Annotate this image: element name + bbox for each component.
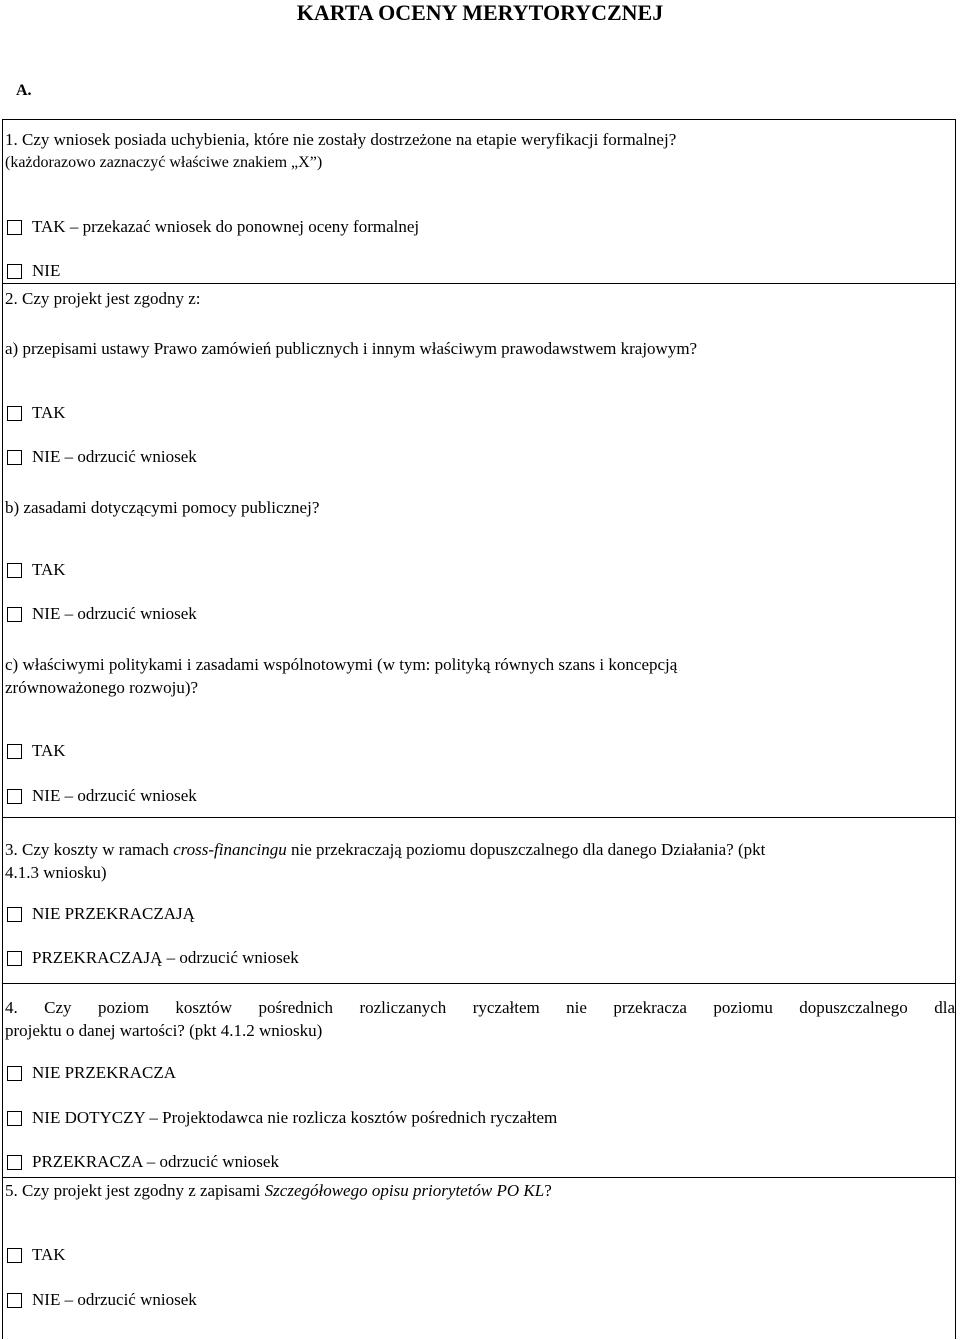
question-4-text xyxy=(5,997,955,1019)
checkbox[interactable] xyxy=(7,1293,22,1308)
question-3-text-start: 3. Czy koszty w ramach xyxy=(5,840,174,859)
divider xyxy=(2,817,956,818)
checkbox[interactable] xyxy=(7,220,22,235)
checkbox[interactable] xyxy=(7,951,22,966)
checkbox[interactable] xyxy=(7,1248,22,1263)
option-label: TAK xyxy=(32,403,66,422)
option-label: PRZEKRACZAJĄ – odrzucić wniosek xyxy=(32,948,299,967)
question-3-text-end: nie przekraczają poziomu dopuszczalnego dla danego Działania? (pkt xyxy=(286,840,766,859)
option-label: NIE PRZEKRACZAJĄ xyxy=(32,904,195,923)
option-label: TAK xyxy=(32,560,66,579)
option-label: TAK xyxy=(32,1245,66,1264)
question-2c-text: c) właściwymi politykami i zasadami wspólnotowymi (w tym: polityką równych szans i koncepcją xyxy=(5,655,678,674)
divider xyxy=(2,1177,956,1178)
option-row[interactable] xyxy=(7,785,197,807)
checkbox[interactable] xyxy=(7,1111,22,1126)
question-1-text: 1. Czy wniosek posiada uchybienia, które nie zostały dostrzeżone na etapie weryfikacji formalnej? xyxy=(5,130,677,149)
section-label: A. xyxy=(16,82,32,99)
option-row[interactable] xyxy=(7,559,66,581)
option-row[interactable] xyxy=(7,903,195,925)
checkbox[interactable] xyxy=(7,907,22,922)
option-label: NIE DOTYCZY – Projektodawca nie rozlicza kosztów pośrednich ryczałtem xyxy=(32,1108,558,1127)
option-row[interactable] xyxy=(7,1244,66,1266)
option-label: NIE – odrzucić wniosek xyxy=(32,447,197,466)
checkbox[interactable] xyxy=(7,450,22,465)
option-row[interactable] xyxy=(7,1107,557,1129)
option-row[interactable] xyxy=(7,603,197,625)
page-title: KARTA OCENY MERYTORYCZNEJ xyxy=(296,0,664,25)
option-label: PRZEKRACZA – odrzucić wniosek xyxy=(32,1152,279,1171)
option-row[interactable] xyxy=(7,260,60,282)
option-row[interactable] xyxy=(7,1062,176,1084)
option-label: NIE – odrzucić wniosek xyxy=(32,1290,197,1309)
question-2b-text: b) zasadami dotyczącymi pomocy publicznej? xyxy=(5,498,320,517)
option-row[interactable] xyxy=(7,446,197,468)
option-label: NIE – odrzucić wniosek xyxy=(32,786,197,805)
checkbox[interactable] xyxy=(7,406,22,421)
divider xyxy=(2,983,956,984)
question-5-text-start: 5. Czy projekt jest zgodny z zapisami xyxy=(5,1181,265,1200)
question-4-text-cont: projektu o danej wartości? (pkt 4.1.2 wniosku) xyxy=(5,1021,323,1040)
option-label: NIE PRZEKRACZA xyxy=(32,1063,177,1082)
option-label: NIE – odrzucić wniosek xyxy=(32,604,197,623)
question-5-text-end: ? xyxy=(544,1181,552,1200)
checkbox[interactable] xyxy=(7,264,22,279)
checkbox[interactable] xyxy=(7,744,22,759)
option-row[interactable] xyxy=(7,1289,197,1311)
question-3-text xyxy=(5,839,765,861)
checkbox[interactable] xyxy=(7,607,22,622)
question-3-text-cont: 4.1.3 wniosku) xyxy=(5,863,107,882)
option-row[interactable] xyxy=(7,216,419,238)
question-5-text xyxy=(5,1180,552,1202)
checkbox[interactable] xyxy=(7,1066,22,1081)
option-label: NIE xyxy=(32,261,61,280)
checkbox[interactable] xyxy=(7,1155,22,1170)
question-2a-text: a) przepisami ustawy Prawo zamówień publicznych i innym właściwym prawodawstwem krajowym? xyxy=(5,339,698,358)
option-label: TAK xyxy=(32,741,66,760)
option-label: TAK – przekazać wniosek do ponownej oceny formalnej xyxy=(32,217,420,236)
question-5-text-italic: Szczegółowego opisu priorytetów PO KL xyxy=(264,1181,545,1200)
checkbox[interactable] xyxy=(7,789,22,804)
divider xyxy=(2,283,956,284)
question-2-text: 2. Czy projekt jest zgodny z: xyxy=(5,289,201,308)
option-row[interactable] xyxy=(7,740,66,762)
option-row[interactable] xyxy=(7,402,66,424)
question-1-note: (każdorazowo zaznaczyć właściwe znakiem „X”) xyxy=(5,154,323,171)
question-3-text-italic: cross-financingu xyxy=(173,840,287,859)
question-2c-text-cont: zrównoważonego rozwoju)? xyxy=(5,678,199,697)
option-row[interactable] xyxy=(7,947,299,969)
checkbox[interactable] xyxy=(7,563,22,578)
question-4-text-line: 4. Czy poziom kosztów pośrednich rozliczanych ryczałtem nie przekracza poziomu dopuszczalnego dla xyxy=(5,998,955,1017)
option-row[interactable] xyxy=(7,1151,279,1173)
